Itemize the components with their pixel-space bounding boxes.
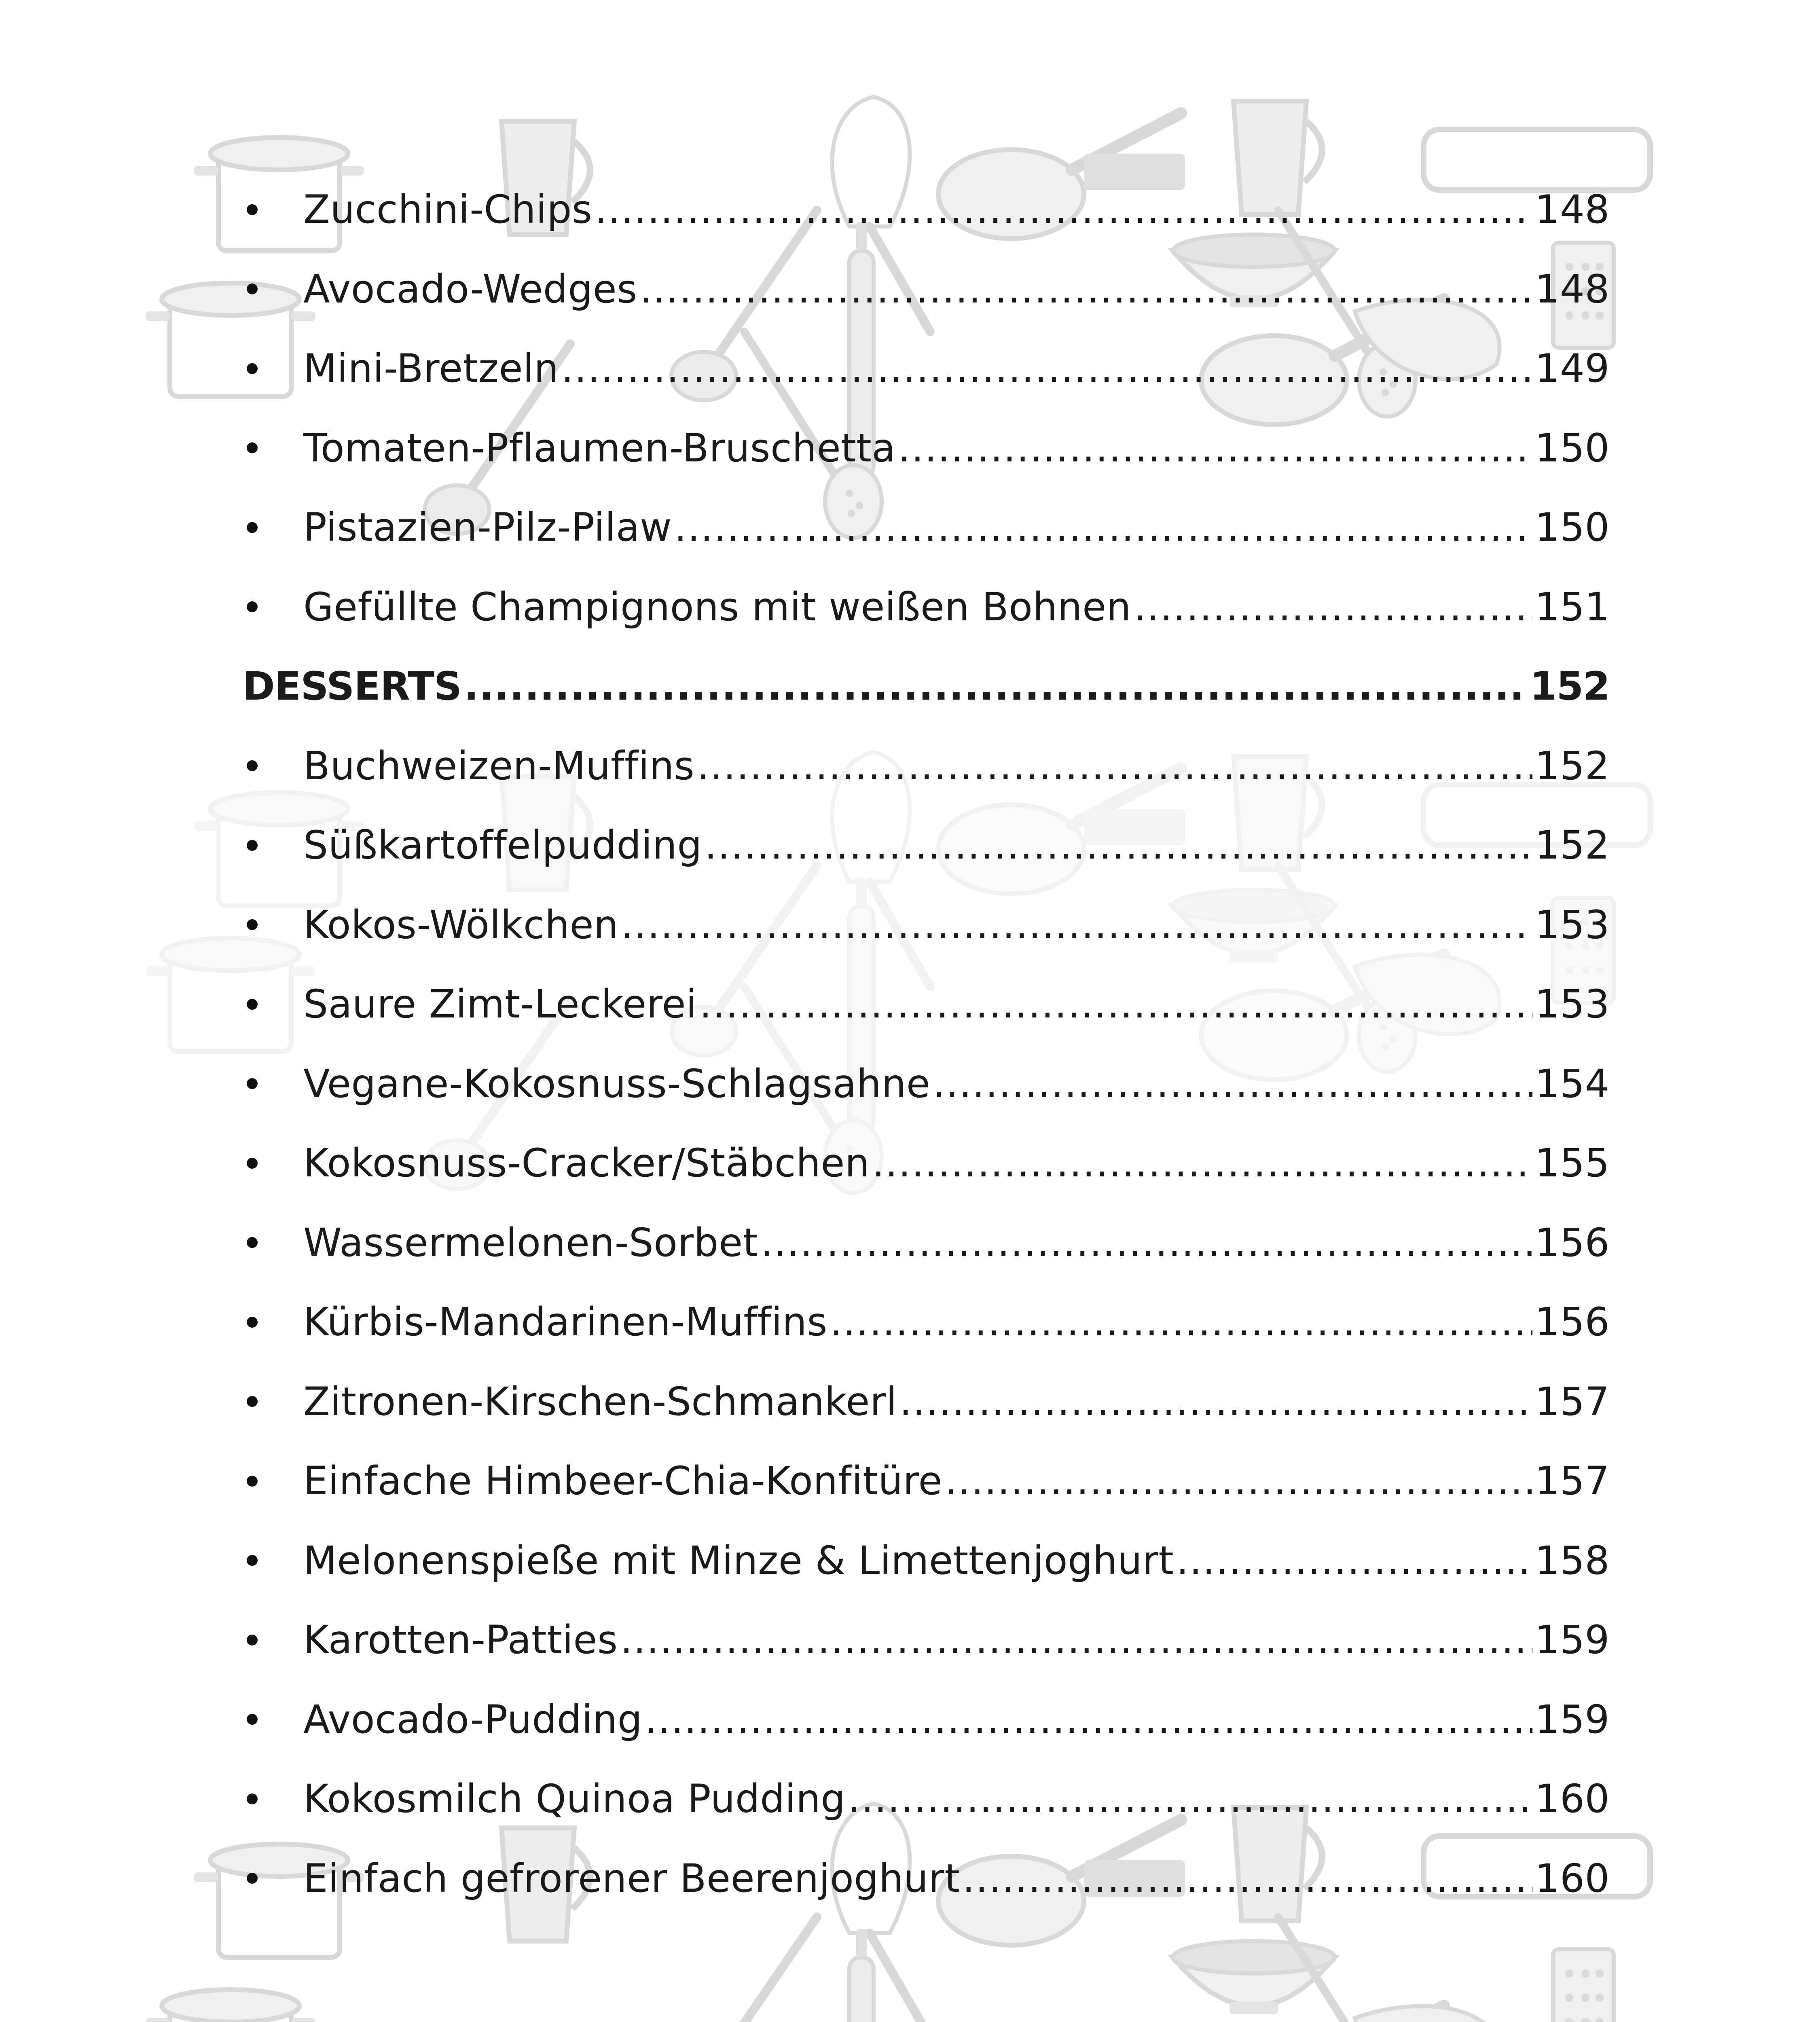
toc-entry-title: Zucchini-Chips (303, 187, 593, 233)
dot-leader (561, 346, 1533, 391)
toc-entry-page: 153 (1535, 981, 1610, 1027)
dot-leader (945, 1458, 1532, 1504)
dot-leader (1176, 1538, 1532, 1583)
toc-entry-page: 154 (1535, 1061, 1610, 1106)
toc-entry-page: 150 (1535, 505, 1610, 550)
toc-entry-title: Saure Zimt-Leckerei (303, 981, 697, 1027)
table-of-contents (243, 170, 1610, 1918)
toc-entry-page: 148 (1535, 266, 1610, 312)
toc-entry-page: 152 (1535, 823, 1610, 868)
toc-entry[interactable] (243, 408, 1610, 488)
toc-entry-page: 151 (1535, 584, 1610, 630)
dot-leader (933, 1061, 1532, 1106)
toc-entry[interactable] (243, 1123, 1610, 1203)
toc-entry-page: 159 (1535, 1617, 1610, 1663)
bullet-icon (247, 1635, 258, 1646)
dot-leader (963, 1856, 1533, 1901)
toc-entry-title: Zitronen-Kirschen-Schmankerl (303, 1379, 897, 1424)
toc-entry[interactable] (243, 1839, 1610, 1918)
dot-leader (621, 902, 1532, 948)
toc-entry-page: 148 (1535, 187, 1610, 233)
bullet-icon (247, 1476, 258, 1487)
toc-entry-title: Karotten-Patties (303, 1617, 618, 1663)
toc-entry[interactable] (243, 1044, 1610, 1124)
toc-entry-title: Tomaten-Pflaumen-Bruschetta (303, 425, 896, 471)
dot-leader (674, 505, 1532, 550)
dot-leader (620, 1617, 1532, 1662)
toc-entry[interactable] (243, 964, 1610, 1044)
toc-entry-page: 160 (1535, 1855, 1610, 1901)
bullet-icon (247, 1555, 258, 1566)
bullet-icon (247, 1873, 258, 1884)
dot-leader (595, 187, 1532, 232)
toc-entry-title: Kokosmilch Quinoa Pudding (303, 1776, 846, 1822)
toc-entry-title: Einfach gefrorener Beerenjoghurt (303, 1855, 960, 1901)
toc-entry-title: Vegane-Kokosnuss-Schlagsahne (303, 1061, 931, 1106)
toc-entry-page: 150 (1535, 425, 1610, 471)
bullet-icon (247, 1714, 258, 1725)
toc-entry-title: Kokosnuss-Cracker/Stäbchen (303, 1140, 870, 1186)
bullet-icon (247, 999, 258, 1010)
toc-entry[interactable] (243, 885, 1610, 965)
dot-leader (872, 1140, 1532, 1186)
bullet-icon (247, 1158, 258, 1169)
toc-group-top (243, 170, 1610, 647)
toc-entry[interactable] (243, 726, 1610, 806)
dot-leader (899, 1379, 1532, 1424)
toc-entry-title: Buchweizen-Muffins (303, 743, 695, 789)
dot-leader (898, 425, 1533, 471)
toc-entry[interactable] (243, 1600, 1610, 1680)
bullet-icon (247, 1237, 258, 1248)
toc-entry[interactable] (243, 1759, 1610, 1839)
toc-entry-page: 156 (1535, 1220, 1610, 1265)
dot-leader (848, 1776, 1533, 1821)
toc-entry[interactable] (243, 1282, 1610, 1362)
toc-entry-page: 160 (1535, 1776, 1610, 1822)
toc-entry[interactable] (243, 1441, 1610, 1521)
toc-entry-title: Pistazien-Pilz-Pilaw (303, 505, 672, 550)
toc-section-title: DESSERTS (243, 664, 462, 709)
toc-group-desserts (243, 726, 1610, 1918)
toc-entry-page: 153 (1535, 902, 1610, 948)
toc-entry-title: Avocado-Wedges (303, 266, 637, 312)
dot-leader (761, 1220, 1533, 1265)
bullet-icon (247, 442, 258, 453)
dot-leader (699, 981, 1532, 1027)
toc-entry[interactable] (243, 329, 1610, 408)
dot-leader (697, 743, 1532, 789)
toc-entry[interactable] (243, 1680, 1610, 1760)
toc-entry[interactable] (243, 170, 1610, 250)
toc-entry-title: Süßkartoffelpudding (303, 823, 702, 868)
dot-leader (645, 1697, 1532, 1742)
toc-entry[interactable] (243, 1362, 1610, 1442)
toc-entry-page: 156 (1535, 1299, 1610, 1345)
bullet-icon (247, 363, 258, 374)
toc-entry-title: Kürbis-Mandarinen-Muffins (303, 1299, 827, 1345)
toc-entry-page: 149 (1535, 346, 1610, 391)
bullet-icon (247, 1078, 258, 1089)
toc-entry-page: 158 (1535, 1538, 1610, 1583)
toc-entry[interactable] (243, 250, 1610, 329)
toc-entry-title: Einfache Himbeer-Chia-Konfitüre (303, 1458, 943, 1504)
toc-entry[interactable] (243, 806, 1610, 885)
toc-entry[interactable] (243, 1203, 1610, 1283)
toc-entry-title: Kokos-Wölkchen (303, 902, 619, 948)
toc-section-desserts[interactable] (243, 647, 1610, 726)
bullet-icon (247, 601, 258, 612)
dot-leader (464, 664, 1528, 709)
bullet-icon (247, 919, 258, 930)
bullet-icon (247, 1396, 258, 1407)
toc-entry-page: 157 (1535, 1379, 1610, 1424)
toc-entry-page: 155 (1535, 1140, 1610, 1186)
toc-entry-page: 159 (1535, 1696, 1610, 1742)
dot-leader (830, 1299, 1532, 1345)
toc-entry-title: Melonenspieße mit Minze & Limettenjoghurt (303, 1538, 1174, 1583)
toc-entry-title: Gefüllte Champignons mit weißen Bohnen (303, 584, 1132, 630)
dot-leader (640, 266, 1533, 312)
toc-entry[interactable] (243, 1521, 1610, 1601)
toc-entry-title: Avocado-Pudding (303, 1696, 643, 1742)
toc-entry-title: Mini-Bretzeln (303, 346, 559, 391)
bullet-icon (247, 1794, 258, 1804)
dot-leader (705, 823, 1533, 868)
bullet-icon (247, 283, 258, 294)
toc-entry-title: Wassermelonen-Sorbet (303, 1220, 758, 1265)
toc-entry-page: 157 (1535, 1458, 1610, 1504)
toc-entry-page: 152 (1535, 743, 1610, 789)
bullet-icon (247, 204, 258, 215)
bullet-icon (247, 1317, 258, 1328)
toc-entry[interactable] (243, 567, 1610, 647)
dot-leader (1134, 584, 1532, 630)
bullet-icon (247, 522, 258, 533)
toc-entry[interactable] (243, 488, 1610, 567)
toc-section-page: 152 (1530, 664, 1610, 709)
bullet-icon (247, 840, 258, 851)
bullet-icon (247, 760, 258, 771)
